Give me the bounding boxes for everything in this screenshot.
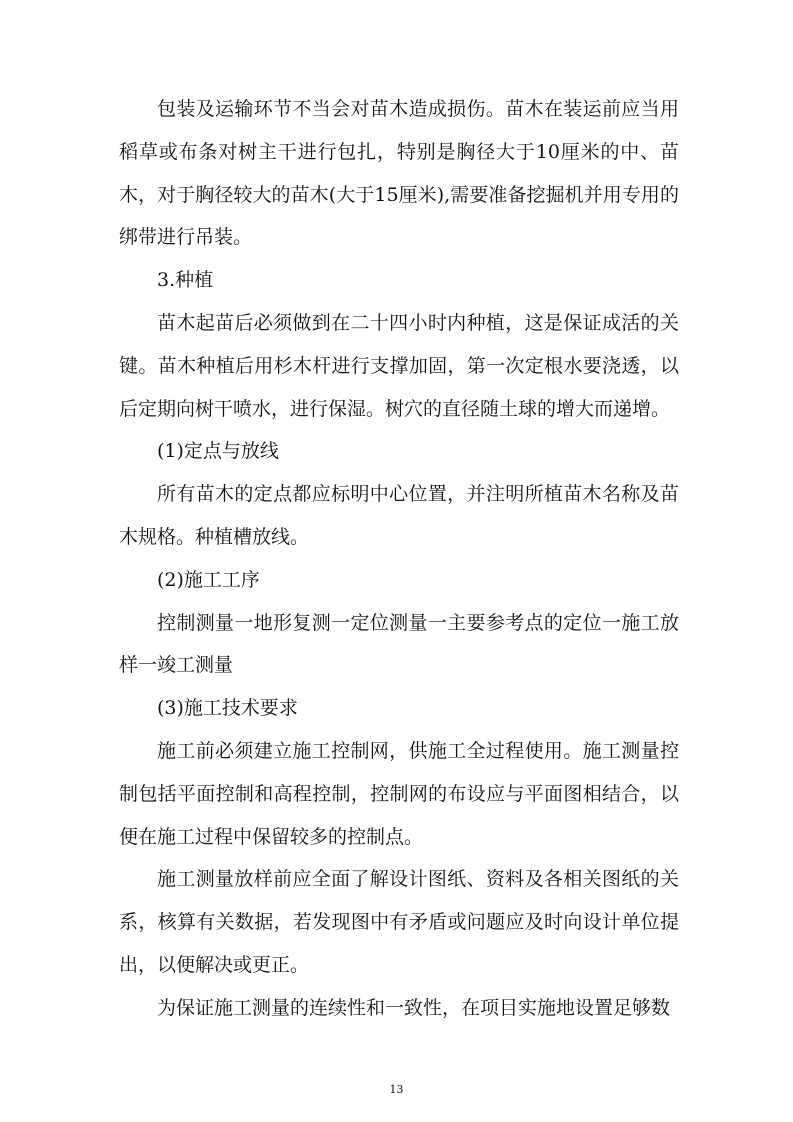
heading-planting: 3.种植 — [157, 269, 214, 292]
body-text — [119, 88, 679, 1030]
paragraph-survey-setting-out: 施工测量放样前应全面了解设计图纸、资料及各相关图纸的关系，核算有关数据，若发现图中有矛盾或问题应及时向设计单位提出，以便解决或更正。 — [119, 868, 679, 976]
paragraph-construction-procedure: 控制测量一地形复测一定位测量一主要参考点的定位一施工放样一竣工测量 — [119, 611, 679, 677]
page-number: 13 — [389, 1083, 404, 1096]
heading-positioning-layout: (1)定点与放线 — [157, 440, 279, 463]
paragraph-positioning-layout: 所有苗木的定点都应标明中心位置，并注明所植苗木名称及苗木规格。种植槽放线。 — [119, 483, 679, 548]
heading-construction-procedure: (2)施工工序 — [157, 568, 260, 591]
paragraph-survey-continuity: 为保证施工测量的连续性和一致性，在项目实施地设置足够数 — [157, 996, 671, 1019]
paragraph-planting: 苗木起苗后必须做到在二十四小时内种植，这是保证成活的关键。苗木种植后用杉木杆进行支撑加固，第一次定根水要浇透，以后定期向树干喷水，进行保湿。树穴的直径随土球的增大而递增。 — [119, 311, 679, 420]
paragraph-packaging-transport: 包装及运输环节不当会对苗木造成损伤。苗木在装运前应当用稻草或布条对树主干进行包扎，特别是胸径大于10厘米的中、苗木，对于胸径较大的苗木(大于15厘米),需要准备挖掘机并用专用的绑带进行吊装。 — [119, 98, 679, 249]
heading-technical-requirements: (3)施工技术要求 — [157, 697, 298, 720]
paragraph-control-network: 施工前必须建立施工控制网，供施工全过程使用。施工测量控制包括平面控制和高程控制，控制网的布设应与平面图相结合，以便在施工过程中保留较多的控制点。 — [119, 739, 679, 848]
